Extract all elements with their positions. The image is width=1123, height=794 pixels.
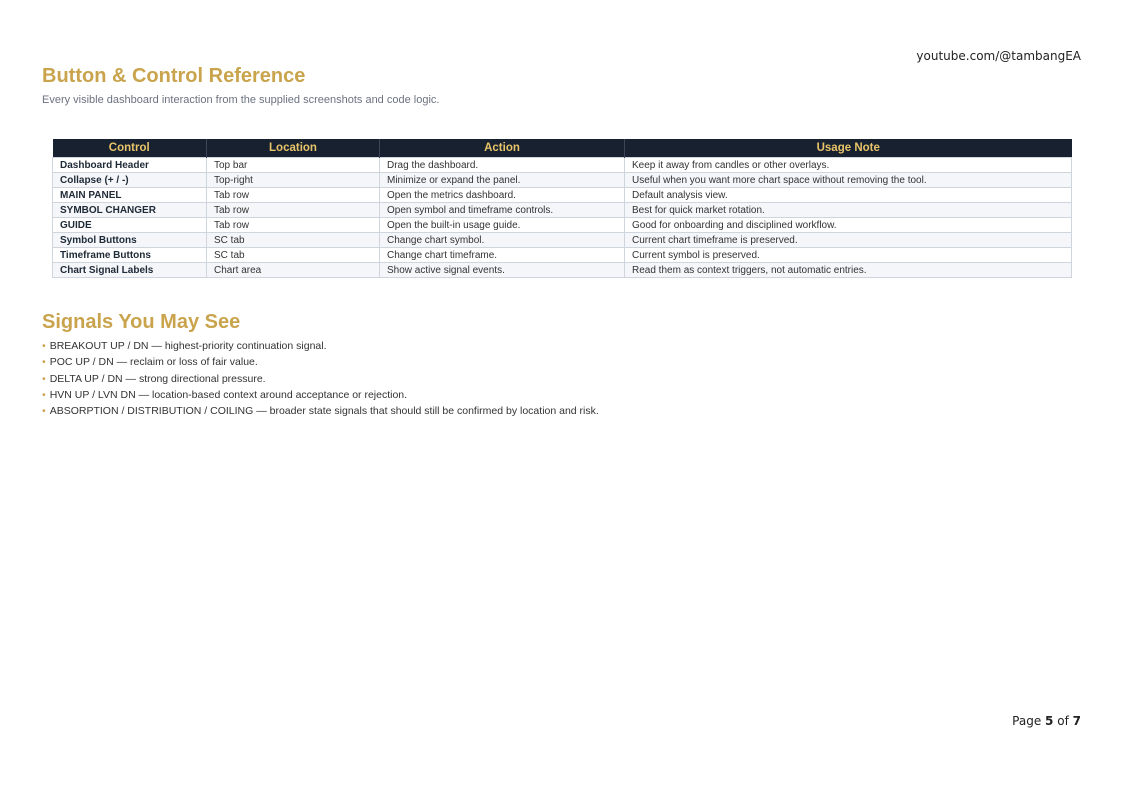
cell-control: Chart Signal Labels	[53, 263, 207, 278]
signal-text: POC UP / DN — reclaim or loss of fair value.	[49, 356, 258, 369]
table-row	[53, 263, 1072, 278]
bullet-icon: •	[42, 340, 46, 352]
cell-action: Drag the dashboard.	[380, 158, 625, 173]
signal-text: ABSORPTION / DISTRIBUTION / COILING — broader state signals that should still be confirmed by location and risk.	[49, 405, 599, 418]
signal-text: DELTA UP / DN — strong directional pressure.	[49, 372, 266, 385]
cell-action: Show active signal events.	[380, 263, 625, 278]
cell-control: SYMBOL CHANGER	[53, 203, 207, 218]
table-header-row	[53, 139, 1072, 158]
control-reference-table	[52, 139, 1072, 278]
page-current: 5	[1045, 714, 1054, 728]
cell-usage-note: Best for quick market rotation.	[625, 203, 1072, 218]
bullet-icon: •	[42, 372, 46, 385]
page-total: 7	[1072, 714, 1081, 728]
column-header-control: Control	[53, 139, 207, 158]
section-subtitle: Every visible dashboard interaction from the supplied screenshots and code logic.	[42, 94, 440, 106]
section-title-button-control-reference: Button & Control Reference	[42, 65, 306, 87]
cell-control: Timeframe Buttons	[53, 248, 207, 263]
cell-control: MAIN PANEL	[53, 188, 207, 203]
list-item	[42, 371, 599, 387]
column-header-location: Location	[207, 139, 380, 158]
cell-action: Open the metrics dashboard.	[380, 188, 625, 203]
signals-list	[42, 338, 599, 419]
table-row	[53, 233, 1072, 248]
page-label: Page	[1012, 714, 1042, 728]
cell-action: Open symbol and timeframe controls.	[380, 203, 625, 218]
section-title-signals-you-may-see: Signals You May See	[42, 311, 241, 333]
cell-action: Minimize or expand the panel.	[380, 173, 625, 188]
page-of: of	[1057, 714, 1069, 728]
table-row	[53, 158, 1072, 173]
cell-usage-note: Good for onboarding and disciplined workflow.	[625, 218, 1072, 233]
cell-usage-note: Read them as context triggers, not automatic entries.	[625, 263, 1072, 278]
cell-location: SC tab	[207, 233, 380, 248]
table-row	[53, 218, 1072, 233]
cell-usage-note: Default analysis view.	[625, 188, 1072, 203]
list-item	[42, 387, 599, 403]
cell-control: Collapse (+ / -)	[53, 173, 207, 188]
cell-control: Symbol Buttons	[53, 233, 207, 248]
bullet-icon: •	[42, 405, 46, 418]
cell-action: Change chart timeframe.	[380, 248, 625, 263]
cell-usage-note: Current symbol is preserved.	[625, 248, 1072, 263]
cell-action: Change chart symbol.	[380, 233, 625, 248]
list-item	[42, 338, 599, 354]
cell-location: Tab row	[207, 188, 380, 203]
cell-control: Dashboard Header	[53, 158, 207, 173]
cell-usage-note: Useful when you want more chart space without removing the tool.	[625, 173, 1072, 188]
page-number	[1012, 714, 1081, 728]
cell-location: Tab row	[207, 218, 380, 233]
header-link[interactable]: youtube.com/@tambangEA	[916, 49, 1081, 63]
column-header-action: Action	[380, 139, 625, 158]
table-row	[53, 248, 1072, 263]
list-item	[42, 403, 599, 419]
list-item	[42, 354, 599, 370]
signal-text: BREAKOUT UP / DN — highest-priority continuation signal.	[49, 340, 327, 352]
signal-text: HVN UP / LVN DN — location-based context around acceptance or rejection.	[49, 388, 408, 401]
table-row	[53, 203, 1072, 218]
cell-location: Tab row	[207, 203, 380, 218]
cell-control: GUIDE	[53, 218, 207, 233]
cell-location: Top-right	[207, 173, 380, 188]
cell-usage-note: Current chart timeframe is preserved.	[625, 233, 1072, 248]
cell-location: Top bar	[207, 158, 380, 173]
cell-action: Open the built-in usage guide.	[380, 218, 625, 233]
cell-usage-note: Keep it away from candles or other overlays.	[625, 158, 1072, 173]
cell-location: Chart area	[207, 263, 380, 278]
cell-location: SC tab	[207, 248, 380, 263]
bullet-icon: •	[42, 388, 46, 401]
table-row	[53, 173, 1072, 188]
table-row	[53, 188, 1072, 203]
bullet-icon: •	[42, 356, 46, 369]
column-header-usage-note: Usage Note	[625, 139, 1072, 158]
